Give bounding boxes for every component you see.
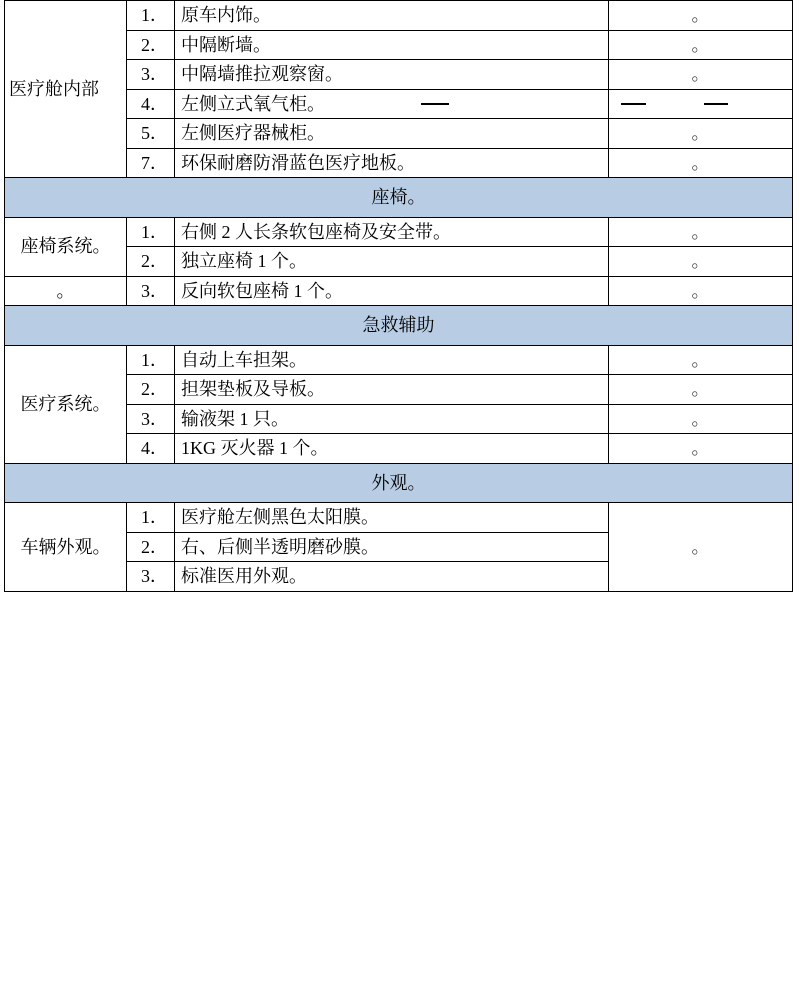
row-number: 2． xyxy=(127,375,175,405)
row-description: 中隔断墙。 xyxy=(175,30,609,60)
section-header-first-aid xyxy=(5,306,793,346)
row-note: 。 xyxy=(609,60,793,90)
category-cell-seat-system: 座椅系统。 xyxy=(5,217,127,276)
row-note: 。 xyxy=(609,247,793,277)
row-description: 原车内饰。 xyxy=(175,1,609,31)
row-number: 3． xyxy=(127,60,175,90)
row-description: 中隔墙推拉观察窗。 xyxy=(175,60,609,90)
table-row xyxy=(5,1,793,31)
row-description: 医疗舱左侧黑色太阳膜。 xyxy=(175,503,609,533)
table-row xyxy=(5,217,793,247)
row-number: 1． xyxy=(127,1,175,31)
row-description-text: 左侧立式氧气柜。 xyxy=(181,93,325,114)
row-number: 1． xyxy=(127,503,175,533)
table-row xyxy=(5,276,793,306)
row-description: 担架垫板及导板。 xyxy=(175,375,609,405)
row-note: 。 xyxy=(609,217,793,247)
row-number: 1． xyxy=(127,217,175,247)
row-note: 。 xyxy=(609,375,793,405)
row-note: 。 xyxy=(609,345,793,375)
row-number: 4． xyxy=(127,434,175,464)
section-header-label: 外观。 xyxy=(5,463,793,503)
row-description: 反向软包座椅 1 个。 xyxy=(175,276,609,306)
row-description: 输液架 1 只。 xyxy=(175,404,609,434)
specification-table xyxy=(4,0,793,592)
row-note: 。 xyxy=(609,434,793,464)
category-cell-medical-system: 医疗系统。 xyxy=(5,345,127,463)
row-description-with-dash xyxy=(175,89,609,119)
section-header-appearance xyxy=(5,463,793,503)
dash-mark-icon xyxy=(621,103,646,105)
category-cell-medical-cabin: 医疗舱内部 xyxy=(5,1,127,178)
row-number: 1． xyxy=(127,345,175,375)
row-number: 3． xyxy=(127,562,175,592)
table-row xyxy=(5,345,793,375)
row-number: 3． xyxy=(127,404,175,434)
row-number: 5． xyxy=(127,119,175,149)
category-cell-empty: 。 xyxy=(5,276,127,306)
dash-mark-icon xyxy=(704,103,729,105)
row-description: 右侧 2 人长条软包座椅及安全带。 xyxy=(175,217,609,247)
row-note-dashes xyxy=(609,89,793,119)
row-number: 2． xyxy=(127,532,175,562)
row-note: 。 xyxy=(609,119,793,149)
row-note: 。 xyxy=(609,404,793,434)
row-description: 左侧医疗器械柜。 xyxy=(175,119,609,149)
row-number: 7． xyxy=(127,148,175,178)
row-description: 右、后侧半透明磨砂膜。 xyxy=(175,532,609,562)
dash-mark-icon xyxy=(421,103,449,105)
row-number: 2． xyxy=(127,247,175,277)
row-note: 。 xyxy=(609,148,793,178)
row-description: 1KG 灭火器 1 个。 xyxy=(175,434,609,464)
category-cell-vehicle-appearance: 车辆外观。 xyxy=(5,503,127,592)
row-number: 4． xyxy=(127,89,175,119)
row-description: 环保耐磨防滑蓝色医疗地板。 xyxy=(175,148,609,178)
row-number: 3． xyxy=(127,276,175,306)
row-note: 。 xyxy=(609,276,793,306)
section-header-seats xyxy=(5,178,793,218)
section-header-label: 座椅。 xyxy=(5,178,793,218)
section-header-label: 急救辅助 xyxy=(5,306,793,346)
row-note: 。 xyxy=(609,503,793,592)
row-description: 独立座椅 1 个。 xyxy=(175,247,609,277)
row-number: 2． xyxy=(127,30,175,60)
row-note: 。 xyxy=(609,1,793,31)
row-note: 。 xyxy=(609,30,793,60)
row-description: 自动上车担架。 xyxy=(175,345,609,375)
table-row xyxy=(5,503,793,533)
row-description: 标准医用外观。 xyxy=(175,562,609,592)
